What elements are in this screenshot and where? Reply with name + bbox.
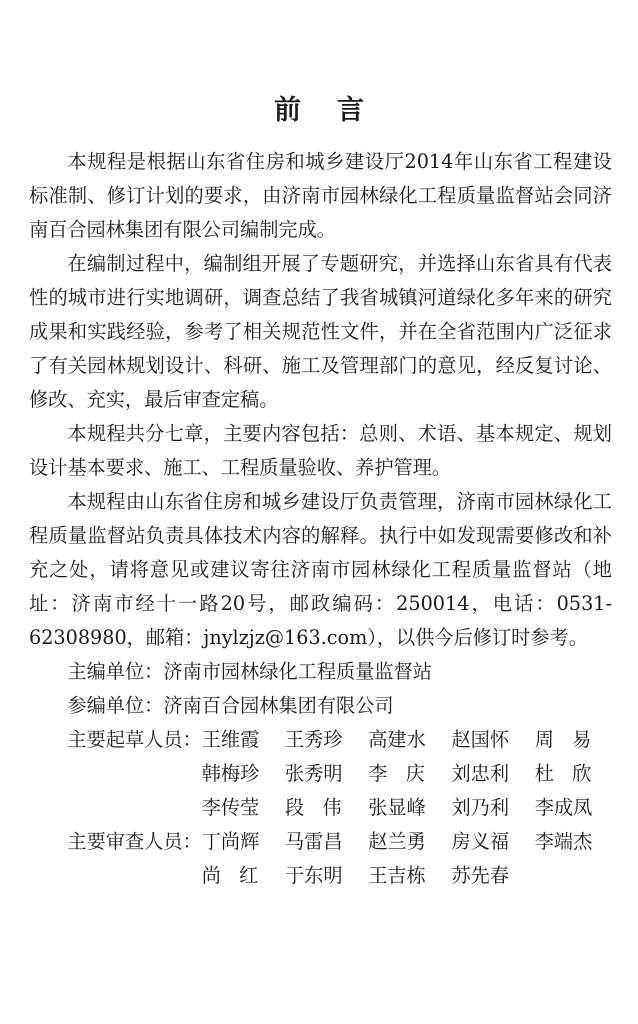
reviewer-name: 王吉栋 [368, 864, 426, 887]
drafter-name: 刘忠利 [451, 762, 510, 785]
drafter-name: 李庆 [368, 762, 444, 785]
drafter-name: 李传莹 [201, 796, 260, 819]
drafter-name: 王维霞 [201, 728, 260, 751]
drafter-name: 高建水 [368, 728, 426, 751]
page-title: 前言 [274, 95, 400, 127]
paragraph-process: 在编制过程中，编制组开展了专题研究，并选择山东省具有代表性的城市进行实地调研，调查总结了我省城镇河道绿化多年来的研究成果和实践经验，参考了相关规范性文件，并在全省范围内广泛征求了有关园林规划设计、科研、施工及管理部门的意见，经反复讨论、修改、充实，最后审查定稿。 [29, 252, 612, 411]
drafters-section [29, 723, 612, 825]
reviewers-names [202, 825, 612, 893]
chief-editor-unit: 主编单位：济南市园林绿化工程质量监督站 [67, 660, 432, 683]
paragraph-origin: 本规程是根据山东省住房和城乡建设厅2014年山东省工程建设标准制、修订计划的要求，由济南市园林绿化工程质量监督站会同济南百合园林集团有限公司编制完成。 [29, 150, 612, 241]
drafter-name: 张显峰 [368, 796, 426, 819]
reviewers-section [29, 825, 612, 893]
reviewer-name: 房义福 [451, 830, 510, 853]
drafters-label: 主要起草人员： [67, 728, 202, 751]
reviewer-name: 李端杰 [534, 830, 593, 853]
preface-body [29, 145, 612, 893]
participating-unit: 参编单位：济南百合园林集团有限公司 [67, 694, 394, 717]
drafter-name: 周易 [534, 728, 610, 751]
reviewer-name: 尚红 [201, 864, 277, 887]
drafter-name: 刘乃利 [451, 796, 510, 819]
drafters-names [202, 723, 612, 825]
drafter-name: 王秀珍 [284, 728, 343, 751]
reviewer-name: 苏先春 [451, 864, 510, 887]
reviewer-name: 于东明 [284, 864, 343, 887]
reviewers-label: 主要审查人员： [67, 830, 202, 853]
reviewer-name: 马雷昌 [284, 830, 343, 853]
drafter-name: 赵国怀 [451, 728, 510, 751]
paragraph-contents: 本规程共分七章，主要内容包括：总则、术语、基本规定、规划设计基本要求、施工、工程质量验收、养护管理。 [29, 422, 612, 479]
reviewer-name: 赵兰勇 [368, 830, 426, 853]
reviewer-name: 丁尚辉 [201, 830, 260, 853]
drafter-name: 李成凤 [534, 796, 593, 819]
drafter-name: 杜欣 [534, 762, 610, 785]
drafter-name: 段伟 [284, 796, 360, 819]
drafter-name: 张秀明 [284, 762, 343, 785]
paragraph-management: 本规程由山东省住房和城乡建设厅负责管理，济南市园林绿化工程质量监督站负责具体技术内容的解释。执行中如发现需要修改和补充之处，请将意见或建议寄往济南市园林绿化工程质量监督站（地址：济南市经十一路20号，邮政编码：250014，电话：0531-62308980，邮箱：jnylzjz@163.com），以供今后修订时参考。 [29, 490, 612, 649]
drafter-name: 韩梅珍 [201, 762, 260, 785]
